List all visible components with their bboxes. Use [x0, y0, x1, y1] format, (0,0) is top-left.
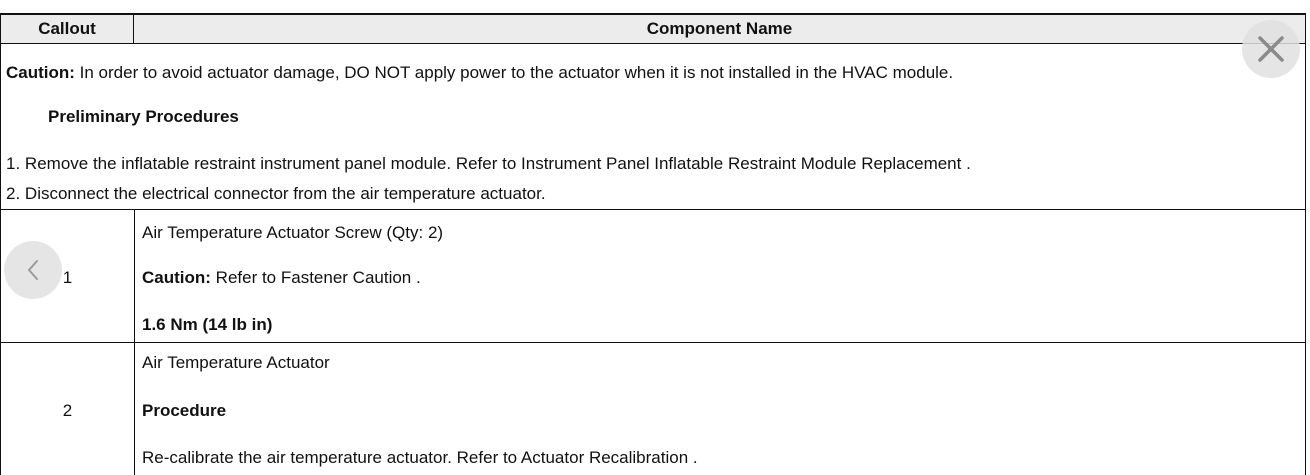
component-title: Air Temperature Actuator Screw (Qty: 2): [142, 223, 444, 242]
caution-label: Caution:: [142, 268, 211, 287]
caution-text: Refer to Fastener Caution .: [210, 268, 421, 287]
caution-note: [6, 63, 953, 83]
previous-button[interactable]: [4, 241, 62, 299]
component-title: Air Temperature Actuator: [142, 353, 330, 372]
chevron-left-icon: [23, 257, 43, 283]
step-item: [6, 154, 971, 174]
step-item: [6, 184, 546, 204]
caution-text: In order to avoid actuator damage, DO NOT apply power to the actuator when it is not installed in the HVAC module.: [74, 63, 954, 82]
callout-number: 1: [62, 268, 73, 287]
procedure-text: Re-calibrate the air temperature actuator. Refer to Actuator Recalibration .: [142, 448, 698, 467]
header-component-name: Component Name: [134, 13, 1306, 44]
column-divider: [134, 342, 135, 475]
step-number: 1.: [6, 154, 21, 173]
caution-label: Caution:: [6, 63, 75, 82]
header-callout: Callout: [0, 13, 134, 44]
column-divider: [134, 209, 135, 342]
preliminary-heading: Preliminary Procedures: [48, 107, 239, 126]
procedure-label: Procedure: [142, 401, 227, 420]
table-row: [0, 209, 1306, 343]
component-caution: [142, 268, 421, 288]
step-number: 2.: [6, 184, 21, 203]
step-text: Remove the inflatable restraint instrument panel module. Refer to Instrument Panel Inflatable Restraint Module Replacement .: [24, 154, 971, 173]
close-button[interactable]: [1242, 20, 1300, 78]
preliminary-block: [0, 44, 1306, 210]
torque-spec: 1.6 Nm (14 lb in): [142, 315, 273, 334]
callout-number: 2: [62, 401, 73, 420]
close-icon: [1256, 34, 1286, 64]
table-row: [0, 342, 1306, 475]
step-text: Disconnect the electrical connector from the air temperature actuator.: [24, 184, 546, 203]
